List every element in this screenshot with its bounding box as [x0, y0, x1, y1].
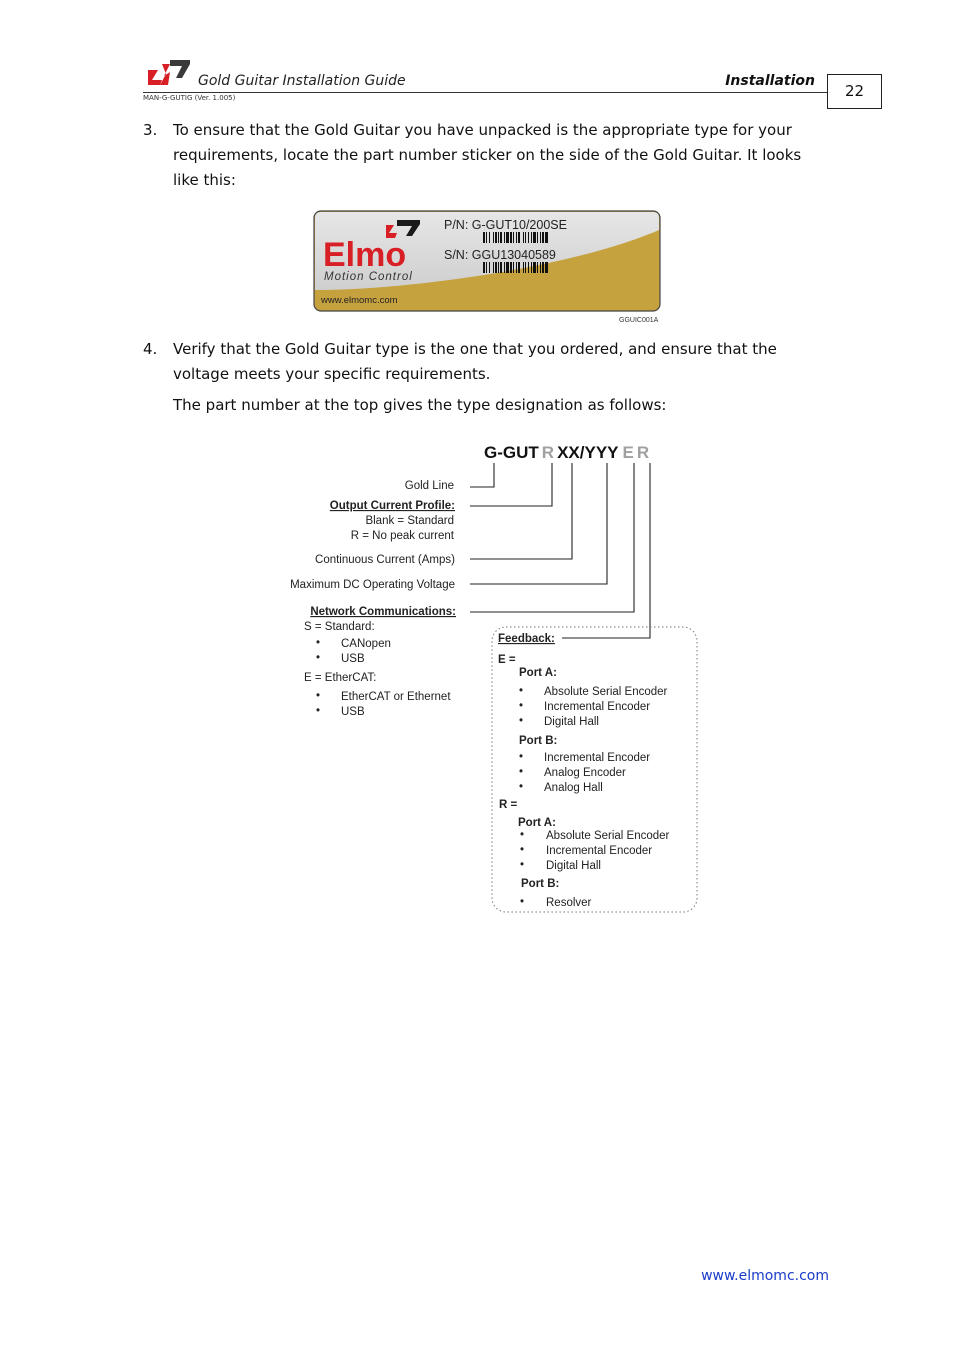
- sticker-url: www.elmomc.com: [321, 295, 398, 306]
- step-4-followup: The part number at the top gives the type designation as follows:: [173, 396, 667, 414]
- svg-text:G-GUTRXX/YYYER: [484, 443, 649, 462]
- fb-r-a-item: Digital Hall: [546, 860, 601, 872]
- step-3-text: To ensure that the Gold Guitar you have unpacked is the appropriate type for your requirements, locate the part number sticker on the side of the Gold Guitar. It looks like this:: [173, 121, 802, 189]
- code-e: E: [622, 443, 634, 462]
- bullet: •: [519, 715, 524, 727]
- net-e-item: USB: [341, 706, 365, 718]
- sticker-sn: S/N: GGU13040589: [444, 248, 556, 262]
- fb-e-a-item: Incremental Encoder: [544, 701, 651, 713]
- step-3-number: 3.: [143, 121, 158, 139]
- label-e-port-a: Port A:: [519, 667, 557, 679]
- elmo-logo-icon: [148, 58, 190, 86]
- bullet: •: [316, 652, 321, 664]
- code-r: R: [541, 443, 555, 462]
- bullet: •: [520, 896, 525, 908]
- label-gold-line: Gold Line: [404, 480, 454, 492]
- fb-e-b-item: Analog Hall: [544, 782, 603, 794]
- bullet: •: [519, 766, 524, 778]
- label-fb-r: R =: [499, 799, 518, 811]
- label-e-port-b: Port B:: [519, 735, 558, 747]
- step-4-text: Verify that the Gold Guitar type is the one that you ordered, and ensure that the voltage meets your specific requirements.: [173, 340, 777, 383]
- page-number: 22: [827, 74, 882, 109]
- label-fb-e: E =: [498, 654, 516, 666]
- label-feedback-title: Feedback:: [498, 633, 555, 645]
- label-continuous: Continuous Current (Amps): [315, 554, 455, 566]
- label-output-blank: Blank = Standard: [365, 515, 454, 527]
- net-e-item: EtherCAT or Ethernet: [341, 691, 451, 703]
- code-slash: /: [579, 443, 585, 462]
- fb-r-b-item: Resolver: [546, 897, 592, 909]
- part-number-sticker: [313, 210, 661, 312]
- label-r-port-a: Port A:: [518, 817, 556, 829]
- code-prefix: G-GUT: [484, 443, 539, 462]
- connector-lines: [470, 463, 650, 638]
- net-s-item: USB: [341, 653, 365, 665]
- bullet: •: [519, 781, 524, 793]
- label-maximum: Maximum DC Operating Voltage: [290, 579, 455, 591]
- sticker-caption: GGUIC001A: [619, 317, 659, 324]
- label-output-title: Output Current Profile:: [329, 500, 455, 512]
- bullet: •: [520, 844, 525, 856]
- fb-e-b-item: Analog Encoder: [544, 767, 626, 779]
- label-r-port-b: Port B:: [521, 878, 560, 890]
- net-s-item: CANopen: [341, 638, 391, 650]
- bullet: •: [520, 829, 525, 841]
- bullet: •: [519, 685, 524, 697]
- bullet: •: [316, 705, 321, 717]
- section-title: Installation: [725, 73, 815, 89]
- fb-e-a-item: Digital Hall: [544, 716, 599, 728]
- fb-r-a-item: Absolute Serial Encoder: [546, 830, 670, 842]
- bullet: •: [520, 859, 525, 871]
- header-rule: [143, 92, 828, 93]
- doc-title: Gold Guitar Installation Guide: [198, 73, 406, 89]
- bullet: •: [519, 700, 524, 712]
- fb-e-b-item: Incremental Encoder: [544, 752, 651, 764]
- code-xx: XX: [557, 443, 580, 462]
- code-r2: R: [636, 443, 650, 462]
- type-designation-diagram: [265, 430, 710, 920]
- code-yyy: YYY: [584, 443, 619, 462]
- bullet: •: [316, 637, 321, 649]
- bullet: •: [519, 751, 524, 763]
- fb-r-a-item: Incremental Encoder: [546, 845, 653, 857]
- label-net-s: S = Standard:: [304, 621, 375, 633]
- label-net-e: E = EtherCAT:: [304, 672, 377, 684]
- sticker-tagline: Motion Control: [324, 271, 413, 283]
- bullet: •: [316, 690, 321, 702]
- sticker-brand: Elmo: [323, 236, 407, 274]
- label-output-r: R = No peak current: [350, 530, 454, 542]
- step-4-number: 4.: [143, 340, 158, 358]
- sticker-pn: P/N: G-GUT10/200SE: [444, 218, 567, 232]
- label-network-title: Network Communications:: [310, 606, 456, 618]
- fb-e-a-item: Absolute Serial Encoder: [544, 686, 668, 698]
- footer-url[interactable]: www.elmomc.com: [701, 1268, 829, 1284]
- doc-version: MAN-G-GUTIG (Ver. 1.005): [143, 94, 236, 102]
